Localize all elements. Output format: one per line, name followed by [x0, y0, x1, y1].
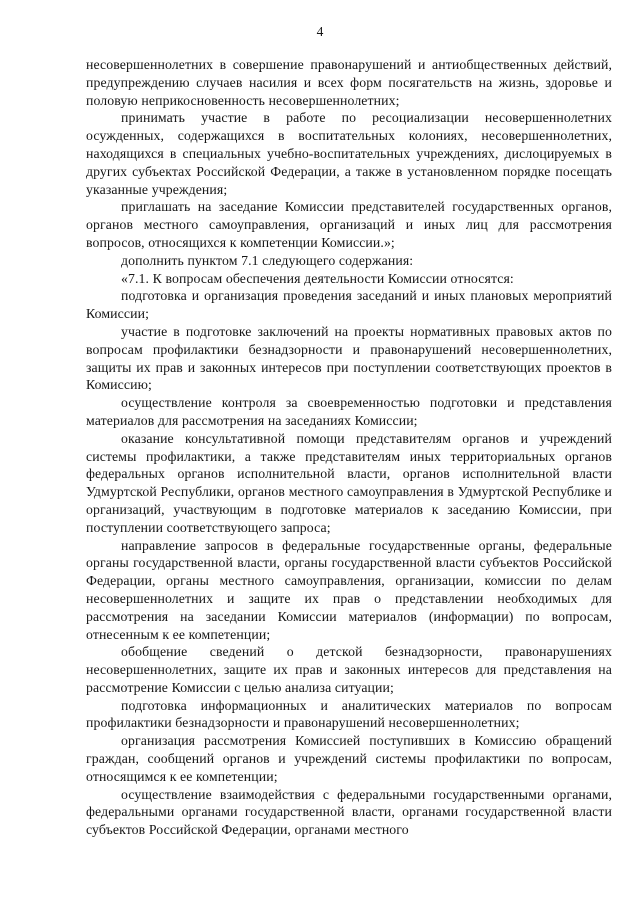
page-number: 4	[316, 24, 324, 39]
paragraph: участие в подготовке заключений на проекты нормативных правовых актов по вопросам профилактики безнадзорности и правонарушений несовершеннолетних, защиты их прав и законных интересов при поступлении соответствующих проектов в Комиссию;	[86, 323, 612, 393]
paragraph: обобщение сведений о детской безнадзорности, правонарушениях несовершеннолетних, защите их прав и законных интересов для представления на рассмотрение Комиссии с целью анализа ситуации;	[86, 644, 612, 695]
paragraph: осуществление контроля за своевременностью подготовки и представления материалов для рассмотрения на заседаниях Комиссии;	[86, 395, 612, 428]
paragraph: направление запросов в федеральные государственные органы, федеральные органы государственной власти, органы государственной власти субъектов Российской Федерации, органы местного самоуправления, организации, комиссии по делам несовершеннолетних и защите их прав о представлении необходимых для рассмотрения на заседании Комиссии материалов (информации) по вопросам, отнесенным к ее компетенции;	[86, 537, 612, 642]
paragraph: дополнить пунктом 7.1 следующего содержания:	[121, 252, 414, 268]
paragraph: осуществление взаимодействия с федеральными государственными органами, федеральными органами государственной власти, органами государственной власти субъектов Российской Федерации, органами местного	[86, 786, 612, 838]
paragraph: оказание консультативной помощи представителям органов и учреждений системы профилактики, а также представителям иных территориальных органов федеральных органов исполнительной власти, органов исполнительной власти Удмуртской Республики, органов местного самоуправления в Удмуртской Республике и организаций, участвующим в подготовке материалов к заседанию Комиссии, при поступлении соответствующего запроса;	[86, 430, 612, 535]
paragraph: несовершеннолетних в совершение правонарушений и антиобщественных действий, предупреждению случаев насилия и всех форм посягательств на жизнь, здоровье и половую неприкосновенность несовершеннолетних;	[86, 57, 612, 108]
document-body	[86, 56, 612, 839]
paragraph: «7.1. К вопросам обеспечения деятельности Комиссии относятся:	[121, 270, 514, 286]
paragraph: организация рассмотрения Комиссией поступивших в Комиссию обращений граждан, сообщений органов и учреждений системы профилактики по вопросам, относящимся к ее компетенции;	[86, 733, 612, 784]
paragraph: подготовка информационных и аналитических материалов по вопросам профилактики безнадзорности и правонарушений несовершеннолетних;	[86, 697, 612, 731]
paragraph: подготовка и организация проведения заседаний и иных плановых мероприятий Комиссии;	[86, 288, 612, 322]
paragraph: приглашать на заседание Комиссии представителей государственных органов, органов местного самоуправления, организаций и иных лиц для рассмотрения вопросов, относящихся к компетенции Комиссии.»;	[86, 199, 612, 250]
paragraph: принимать участие в работе по ресоциализации несовершеннолетних осужденных, содержащихся в воспитательных колониях, несовершеннолетних, находящихся в специальных учебно-воспитательных учреждениях, дислоцируемых в других субъектах Российской Федерации, а также в установленном порядке посещать указанные учреждения;	[86, 110, 612, 197]
